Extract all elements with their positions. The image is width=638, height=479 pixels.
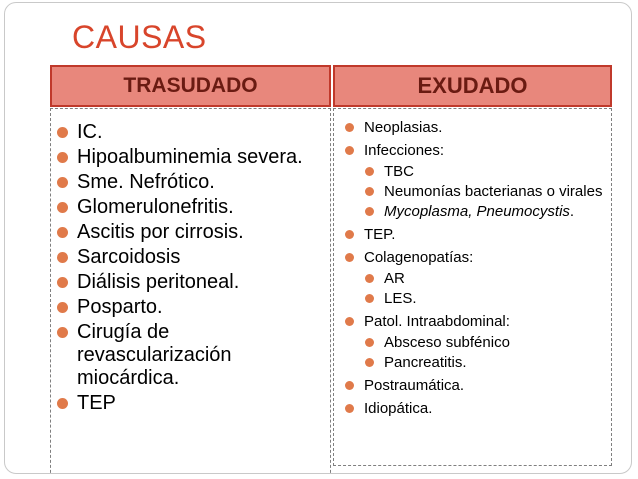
list-item: Patol. Intraabdominal: Absceso subfénico Pancreatitis.	[344, 313, 608, 371]
bullet-icon	[345, 146, 354, 155]
bullet-icon	[345, 317, 354, 326]
bullet-icon	[345, 253, 354, 262]
slide-title: CAUSAS	[72, 19, 207, 55]
bullet-icon	[365, 338, 374, 347]
bullet-icon	[345, 381, 354, 390]
list-item: Neoplasias.	[344, 119, 608, 136]
list-item: Diálisis peritoneal.	[53, 271, 329, 294]
exudado-list	[344, 119, 608, 423]
list-item: TBC	[364, 163, 608, 180]
bullet-icon	[57, 398, 68, 409]
header-trasudado: TRASUDADO	[50, 65, 331, 107]
bullet-icon	[365, 294, 374, 303]
bullet-icon	[57, 302, 68, 313]
list-item: Sarcoidosis	[53, 246, 329, 269]
list-item: Cirugía de revascularización miocárdica.	[53, 321, 329, 390]
list-item: Postraumática.	[344, 377, 608, 394]
bullet-icon	[57, 327, 68, 338]
list-item: Colagenopatías: AR LES.	[344, 249, 608, 307]
list-item: AR	[364, 270, 608, 287]
patol-sublist	[364, 334, 608, 371]
infecciones-sublist	[364, 163, 608, 220]
bullet-icon	[57, 252, 68, 263]
bullet-icon	[57, 152, 68, 163]
bullet-icon	[365, 187, 374, 196]
list-item: Mycoplasma, Pneumocystis.	[364, 203, 608, 220]
list-item: Posparto.	[53, 296, 329, 319]
list-item: LES.	[364, 290, 608, 307]
exudado-column	[333, 108, 612, 466]
bullet-icon	[345, 123, 354, 132]
trasudado-list	[53, 121, 329, 417]
bullet-icon	[365, 358, 374, 367]
list-item: Hipoalbuminemia severa.	[53, 146, 329, 169]
list-item: Absceso subfénico	[364, 334, 608, 351]
list-item: Ascitis por cirrosis.	[53, 221, 329, 244]
list-item: IC.	[53, 121, 329, 144]
slide-frame	[4, 2, 632, 474]
list-item: TEP	[53, 392, 329, 415]
list-item: TEP.	[344, 226, 608, 243]
list-item: Glomerulonefritis.	[53, 196, 329, 219]
bullet-icon	[365, 167, 374, 176]
list-item: Sme. Nefrótico.	[53, 171, 329, 194]
header-exudado: EXUDADO	[333, 65, 612, 107]
bullet-icon	[57, 127, 68, 138]
bullet-icon	[365, 274, 374, 283]
trasudado-column	[50, 108, 331, 474]
bullet-icon	[57, 177, 68, 188]
bullet-icon	[345, 230, 354, 239]
list-item: Infecciones: TBC Neumonías bacterianas o virales Mycoplasma, Pneumocystis.	[344, 142, 608, 220]
bullet-icon	[57, 277, 68, 288]
list-item: Pancreatitis.	[364, 354, 608, 371]
bullet-icon	[365, 207, 374, 216]
list-item: Neumonías bacterianas o virales	[364, 183, 608, 200]
bullet-icon	[345, 404, 354, 413]
bullet-icon	[57, 227, 68, 238]
list-item: Idiopática.	[344, 400, 608, 417]
bullet-icon	[57, 202, 68, 213]
colagenopatias-sublist	[364, 270, 608, 307]
